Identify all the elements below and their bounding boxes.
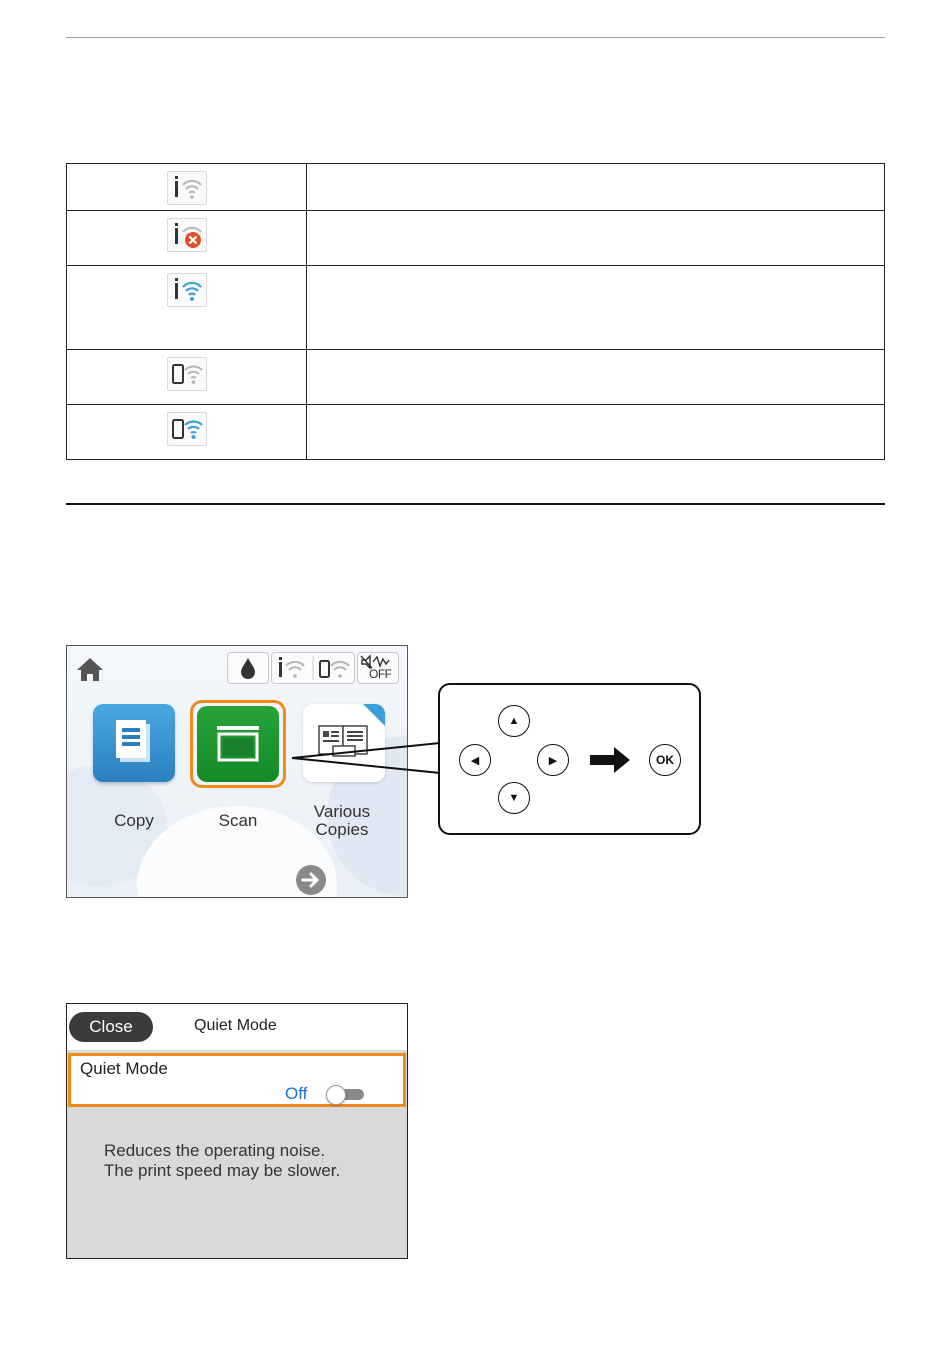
down-key-button[interactable]: ▼	[498, 782, 530, 814]
wifi-error-icon	[167, 218, 207, 252]
home-icon[interactable]	[75, 656, 105, 682]
label-line: Copies	[315, 820, 369, 839]
scan-icon	[197, 706, 279, 782]
table-row	[67, 350, 885, 405]
top-rule	[66, 37, 885, 38]
panel-header	[67, 1004, 407, 1050]
label-line: Various	[313, 802, 371, 821]
description-cell	[307, 350, 885, 405]
description-cell	[307, 405, 885, 460]
table-row	[67, 405, 885, 460]
right-arrow-icon	[590, 747, 630, 773]
icon-cell	[67, 211, 307, 266]
ink-drop-icon[interactable]	[227, 652, 269, 684]
callout-connector	[290, 680, 450, 790]
scan-app-button[interactable]	[197, 706, 279, 782]
table-row	[67, 164, 885, 211]
table-row	[67, 211, 885, 266]
panel-title: Quiet Mode	[194, 1017, 277, 1034]
icon-cell	[67, 350, 307, 405]
ok-key-button[interactable]: OK	[649, 744, 681, 776]
network-icon-table	[66, 163, 885, 460]
description-line: The print speed may be slower.	[104, 1161, 341, 1180]
next-page-arrow-icon[interactable]	[295, 864, 327, 896]
quiet-mode-toggle[interactable]	[326, 1085, 366, 1103]
copy-icon	[93, 704, 175, 782]
left-key-button[interactable]: ◀	[459, 744, 491, 776]
icon-cell	[67, 164, 307, 211]
up-key-button[interactable]: ▲	[498, 705, 530, 737]
section-rule	[66, 503, 885, 505]
icon-cell	[67, 405, 307, 460]
icon-cell	[67, 266, 307, 350]
scan-app-label: Scan	[218, 811, 258, 830]
quiet-mode-panel	[66, 1003, 408, 1259]
description-cell	[307, 211, 885, 266]
close-button[interactable]: Close	[69, 1012, 153, 1042]
wifi-status-icon	[279, 657, 304, 678]
right-key-button[interactable]: ▶	[537, 744, 569, 776]
wifi-disconnected-icon	[167, 171, 207, 205]
description-cell	[307, 164, 885, 211]
setting-value: Off	[285, 1084, 308, 1103]
quiet-off-label: OFF	[369, 667, 392, 681]
copy-app-label: Copy	[114, 811, 154, 830]
quiet-mode-setting-row[interactable]	[68, 1053, 406, 1107]
various-copies-app-label	[292, 803, 392, 839]
setting-label: Quiet Mode	[80, 1059, 168, 1078]
table-row	[67, 266, 885, 350]
description-line: Reduces the operating noise.	[104, 1141, 326, 1160]
copy-app-button[interactable]	[93, 704, 175, 782]
description-cell	[307, 266, 885, 350]
control-panel-callout	[438, 683, 701, 835]
wifi-direct-disconnected-icon	[167, 357, 207, 391]
toggle-knob	[326, 1085, 346, 1105]
wifi-direct-status-icon	[320, 661, 349, 678]
setting-description	[104, 1141, 340, 1181]
wifi-direct-connected-icon	[167, 412, 207, 446]
wifi-connected-icon	[167, 273, 207, 307]
